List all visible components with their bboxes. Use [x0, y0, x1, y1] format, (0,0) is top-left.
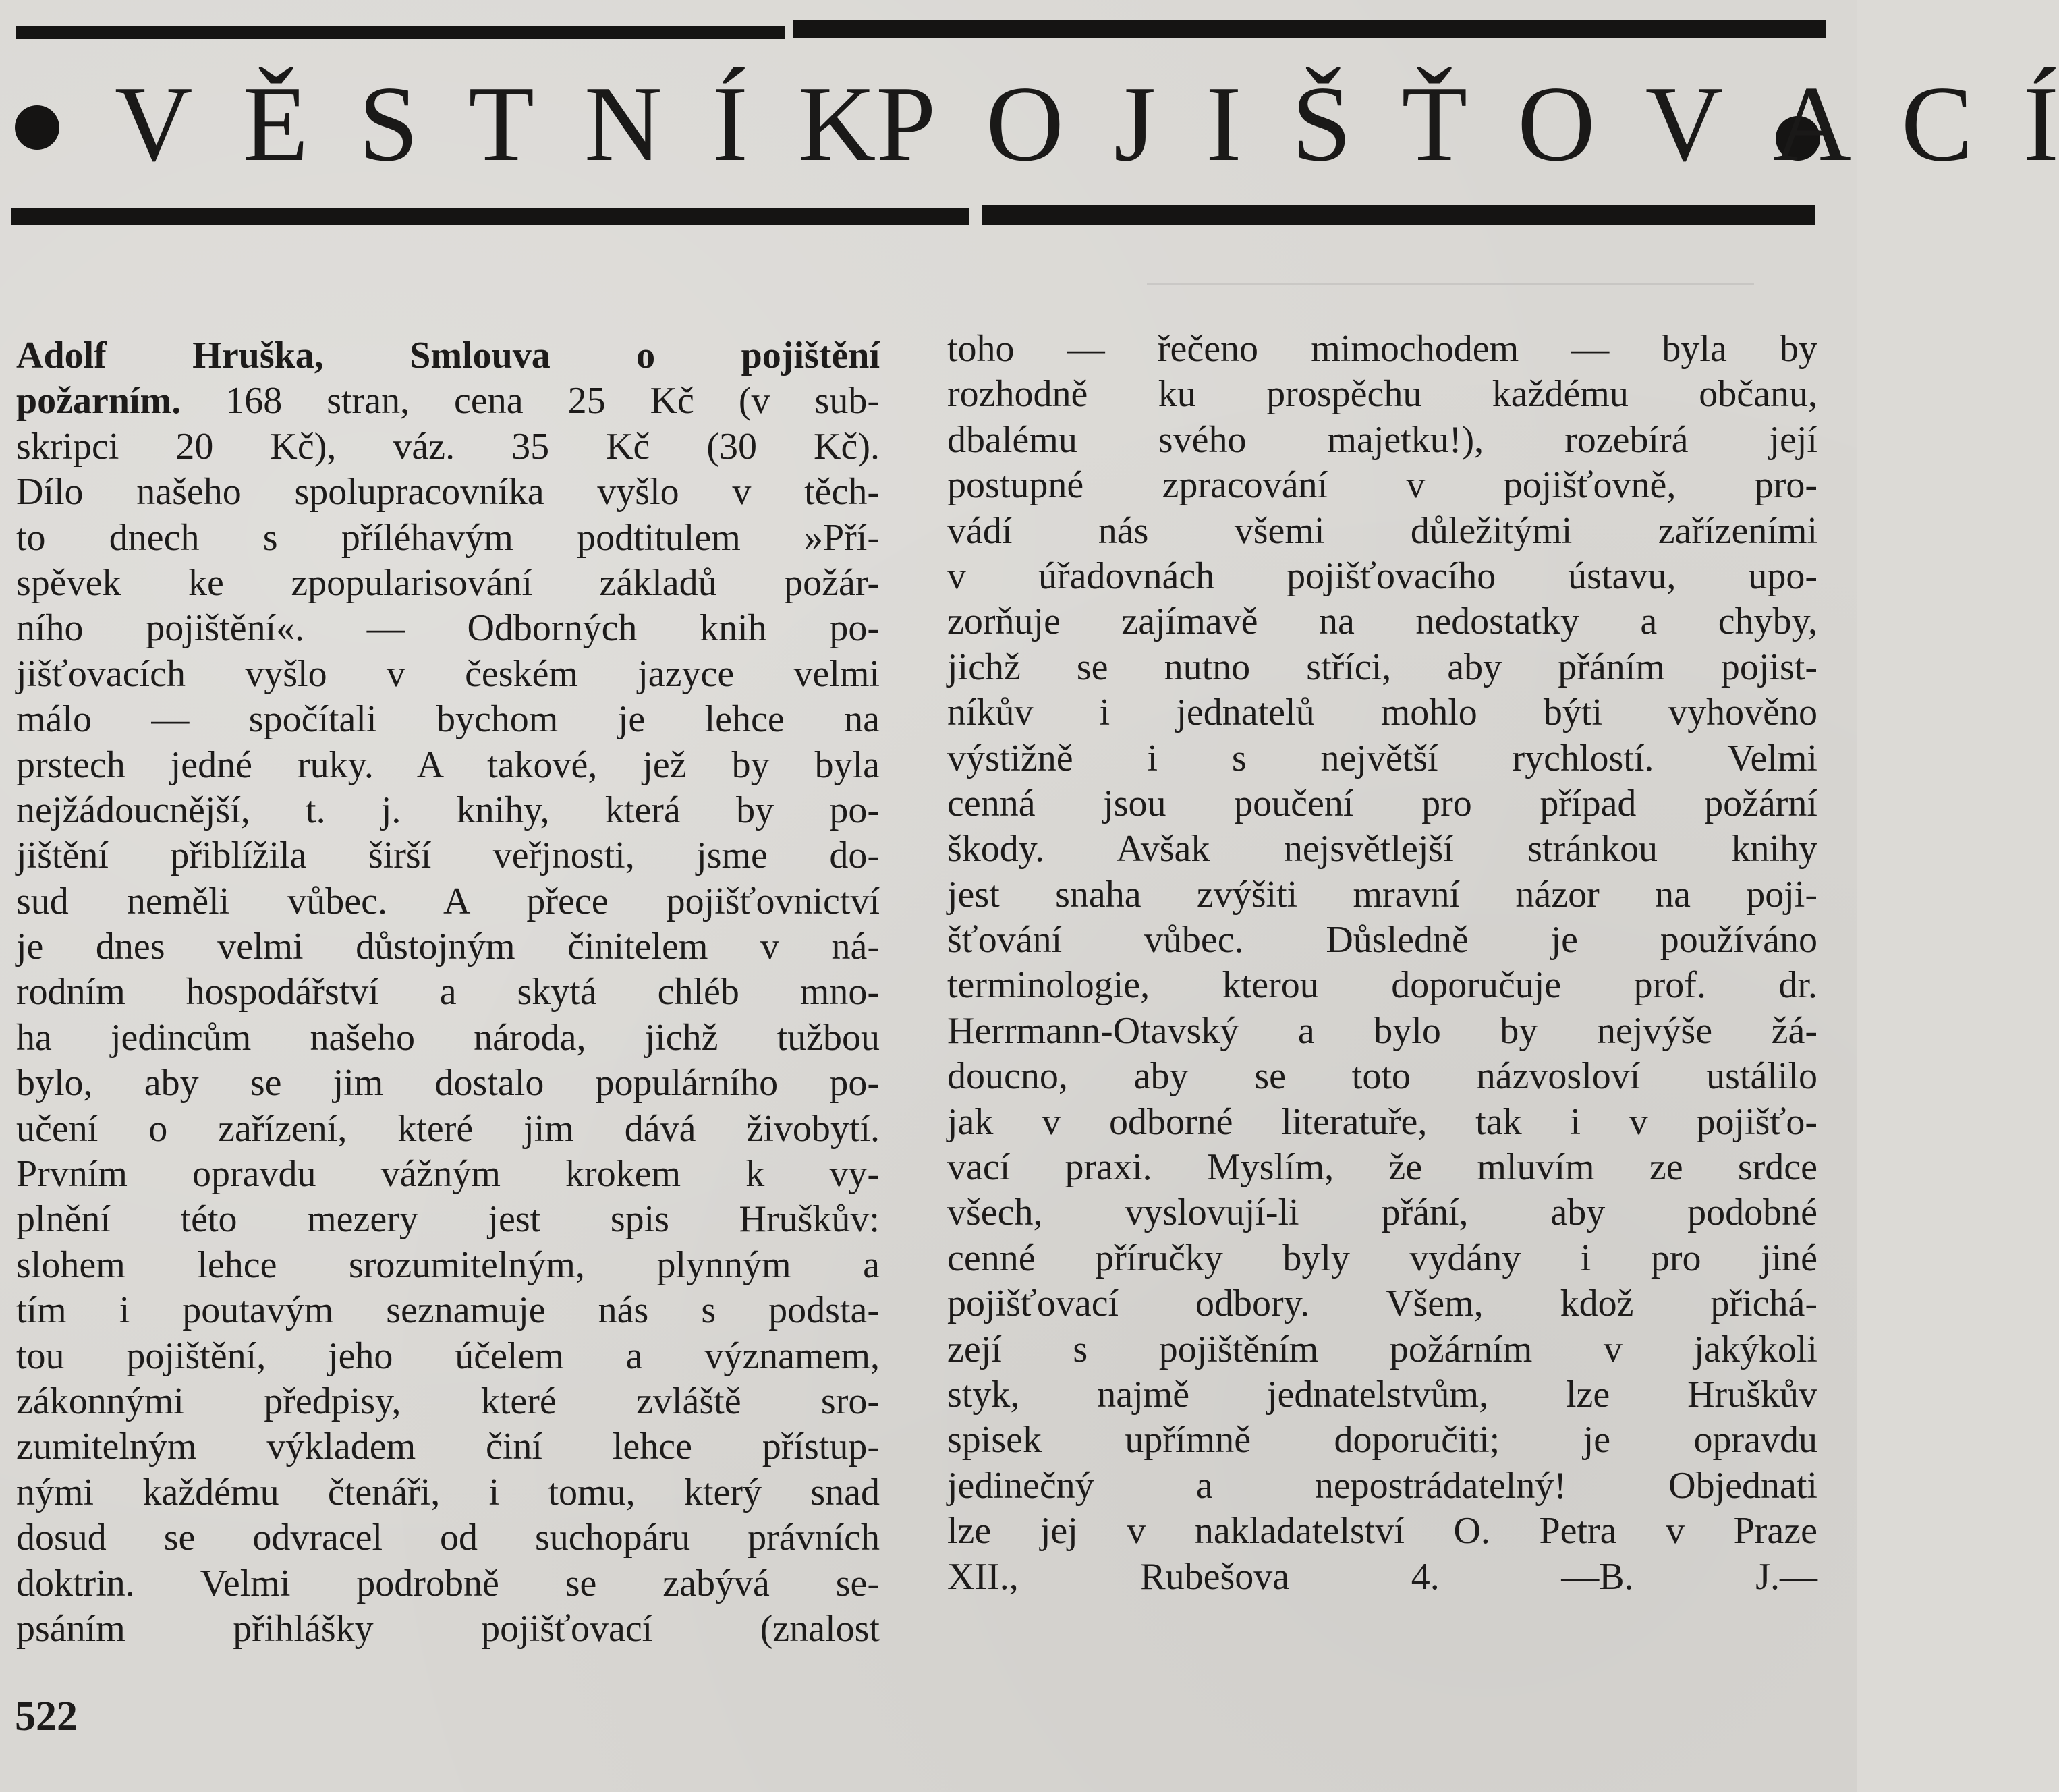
article-text: ního pojištění«. — Odborných knih po- — [16, 607, 880, 650]
article-line — [16, 924, 880, 970]
article-line: styk, najmě jednatelstvům, lze Hruškův — [947, 1373, 1817, 1416]
article-text: rodním hospodářství a skytá chléb mno- — [16, 971, 880, 1013]
article-line: cenná jsou poučení pro případ požární — [947, 782, 1817, 824]
article-line: jichž se nutno stříci, aby přáním pojist- — [947, 646, 1817, 688]
masthead-top-rule-left — [16, 26, 785, 39]
masthead-letter: K — [797, 63, 876, 184]
masthead-letter: Ě — [242, 63, 309, 184]
article-line — [16, 515, 880, 561]
article-line: lze jej v nakladatelství O. Petra v Praze — [947, 1510, 1817, 1552]
article-text: bylo, aby se jim dostalo populárního po- — [16, 1062, 880, 1104]
masthead-letter: Í — [712, 63, 748, 184]
article-text: prstech jedné ruky. A takové, jež by byla — [16, 744, 880, 786]
masthead-letter: O — [986, 63, 1064, 184]
article-text: jištění přiblížila širší veřjnosti, jsme do- — [16, 835, 880, 877]
article-column-right — [947, 327, 1817, 1600]
article-lead-bold: Adolf Hruška, Smlouva o pojištění — [16, 335, 880, 376]
article-line: postupné zpracování v pojišťovně, pro- — [947, 464, 1817, 507]
masthead-bottom-rule-left — [11, 208, 969, 225]
article-text: psáním přihlášky pojišťovací (znalost — [16, 1607, 880, 1650]
article-line: jest snaha zvýšiti mravní názor na poji- — [947, 873, 1817, 916]
masthead-word-2 — [876, 63, 2059, 184]
article-column-left — [16, 333, 880, 1652]
article-line — [16, 379, 880, 424]
article-line — [16, 424, 880, 470]
bleed-through-line — [1147, 283, 1754, 285]
article-text: tou pojištění, jeho účelem a významem, — [16, 1335, 880, 1377]
article-text: učení o zařízení, které jim dává živobytí. — [16, 1107, 880, 1150]
article-line: Herrmann-Otavský a bylo by nejvýše žá- — [947, 1009, 1817, 1052]
article-line: XII., Rubešova 4. —B. J.— — [947, 1555, 1817, 1598]
article-line: toho — řečeno mimochodem — byla by — [947, 328, 1817, 370]
article-text: ha jedincům našeho národa, jichž tužbou — [16, 1016, 880, 1059]
article-line — [16, 1515, 880, 1561]
article-line: zejí s pojištěním požárním v jakýkoli — [947, 1328, 1817, 1370]
article-line — [16, 1015, 880, 1061]
masthead-letter: C — [1900, 63, 1973, 184]
article-text: plnění této mezery jest spis Hruškův: — [16, 1198, 880, 1241]
article-line — [16, 470, 880, 515]
article-line — [16, 1152, 880, 1197]
article-line: spisek upřímně doporučiti; je opravdu — [947, 1419, 1817, 1461]
masthead-title — [115, 63, 2059, 184]
masthead-letter: V — [1645, 63, 1724, 184]
article-text: dosud se odvracel od suchopáru právních — [16, 1517, 880, 1559]
article-text: to dnech s příléhavým podtitulem »Pří- — [16, 516, 880, 559]
masthead-word-1 — [115, 63, 876, 184]
masthead-bottom-rule-right — [982, 205, 1815, 225]
masthead-letter: S — [358, 63, 419, 184]
article-line: v úřadovnách pojišťovacího ústavu, upo- — [947, 555, 1817, 597]
article-line: zorňuje zajímavě na nedostatky a chyby, — [947, 600, 1817, 643]
masthead-letter: O — [1517, 63, 1596, 184]
article-line — [16, 833, 880, 878]
article-line: doucno, aby se toto názvosloví ustálilo — [947, 1055, 1817, 1098]
masthead-letter: A — [1773, 63, 1851, 184]
article-line — [16, 697, 880, 742]
article-line — [16, 1606, 880, 1652]
article-line: škody. Avšak nejsvětlejší stránkou knihy — [947, 828, 1817, 870]
masthead-letter: V — [115, 63, 193, 184]
article-line: dbalému svého majetku!), rozebírá její — [947, 418, 1817, 461]
article-text: Prvním opravdu vážným krokem k vy- — [16, 1153, 880, 1196]
article-line — [16, 1379, 880, 1424]
article-line — [16, 1334, 880, 1379]
article-text: nejžádoucnější, t. j. knihy, která by po- — [16, 789, 880, 831]
article-line: šťování vůbec. Důsledně je používáno — [947, 919, 1817, 961]
article-line — [16, 1470, 880, 1515]
article-text: Dílo našeho spolupracovníka vyšlo v těch- — [16, 471, 880, 513]
article-line: jedinečný a nepostrádatelný! Objednati — [947, 1464, 1817, 1507]
masthead-letter: Í — [2023, 63, 2059, 184]
masthead-letter: N — [584, 63, 662, 184]
article-line — [16, 879, 880, 924]
masthead-letter: T — [468, 63, 534, 184]
article-line: cenné příručky byly vydány i pro jiné — [947, 1237, 1817, 1279]
article-line — [16, 1288, 880, 1333]
article-text: tím i poutavým seznamuje nás s podsta- — [16, 1289, 880, 1332]
article-line: pojišťovací odbory. Všem, kdož přichá- — [947, 1283, 1817, 1325]
article-text: zumitelným výkladem činí lehce přístup- — [16, 1426, 880, 1468]
article-line: níkův i jednatelů mohlo býti vyhověno — [947, 692, 1817, 734]
masthead-letter: J — [1113, 63, 1156, 184]
article-text: 168 stran, cena 25 Kč (v sub- — [181, 380, 880, 422]
article-text: doktrin. Velmi podrobně se zabývá se- — [16, 1562, 880, 1604]
article-lead-bold: požarním. — [16, 380, 181, 422]
article-line — [16, 606, 880, 651]
article-text: málo — spočítali bychom je lehce na — [16, 698, 880, 741]
masthead-bullet-left — [15, 105, 59, 150]
masthead-letter: P — [876, 63, 936, 184]
article-line — [16, 1243, 880, 1288]
article-line: výstižně i s největší rychlostí. Velmi — [947, 737, 1817, 779]
article-text: nými každému čtenáři, i tomu, který snad — [16, 1471, 880, 1513]
masthead-letter: Ť — [1401, 63, 1468, 184]
article-text: skripci 20 Kč), váz. 35 Kč (30 Kč). — [16, 425, 880, 468]
article-text: jišťovacích vyšlo v českém jazyce velmi — [16, 652, 880, 695]
article-text: je dnes velmi důstojným činitelem v ná- — [16, 926, 880, 968]
article-line — [16, 1561, 880, 1606]
article-line: vádí nás všemi důležitými zařízeními — [947, 509, 1817, 552]
article-line: jak v odborné literatuře, tak i v pojišťo- — [947, 1100, 1817, 1143]
masthead-letter: I — [1206, 63, 1242, 184]
article-text: spěvek ke zpopularisování základů požár- — [16, 561, 880, 604]
masthead-letter: Š — [1291, 63, 1352, 184]
article-line — [16, 1197, 880, 1242]
article-line — [16, 561, 880, 606]
article-text: zákonnými předpisy, které zvláště sro- — [16, 1380, 880, 1422]
page-number: 522 — [15, 1693, 78, 1739]
article-line — [16, 788, 880, 833]
article-line: vací praxi. Myslím, že mluvím ze srdce — [947, 1146, 1817, 1189]
article-line: rozhodně ku prospěchu každému občanu, — [947, 373, 1817, 416]
article-line — [16, 970, 880, 1015]
article-line: terminologie, kterou doporučuje prof. dr. — [947, 964, 1817, 1007]
article-line — [16, 1107, 880, 1152]
masthead-top-rule-right — [793, 20, 1826, 38]
article-line — [16, 743, 880, 788]
article-text: sud neměli vůbec. A přece pojišťovnictví — [16, 880, 880, 922]
article-line — [16, 1061, 880, 1106]
article-line — [16, 1424, 880, 1469]
article-line — [16, 652, 880, 697]
article-line — [16, 333, 880, 379]
article-text: slohem lehce srozumitelným, plynným a — [16, 1243, 880, 1286]
article-line: všech, vyslovují-li přání, aby podobné — [947, 1192, 1817, 1234]
